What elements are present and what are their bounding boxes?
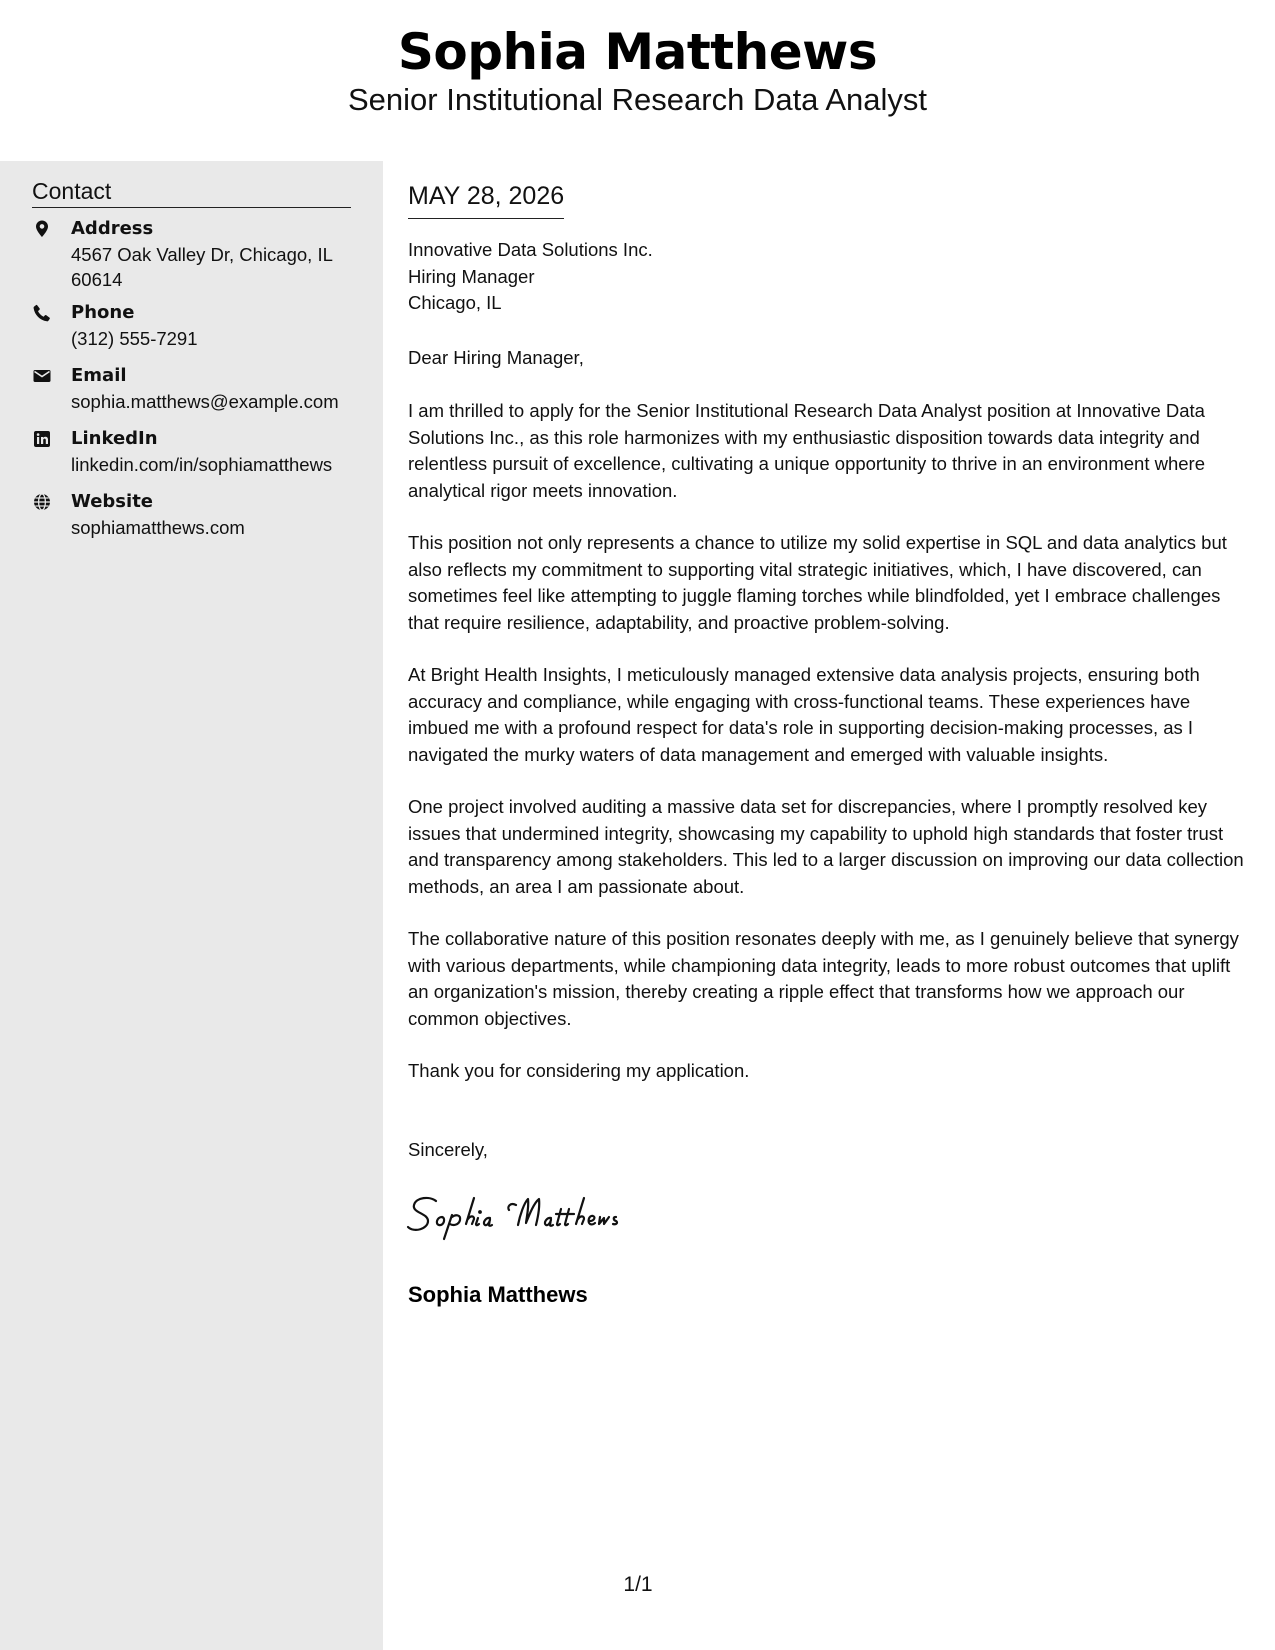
- linkedin-value: linkedin.com/in/sophiamatthews: [71, 454, 333, 475]
- page-number: 1/1: [623, 1573, 653, 1596]
- contact-label: Email: [71, 365, 127, 386]
- address-value: 4567 Oak Valley Dr, Chicago, IL 60614: [71, 244, 333, 290]
- contact-label: Website: [71, 491, 154, 512]
- paragraph: I am thrilled to apply for the Senior Institutional Research Data Analyst position at Innovative Data Solutions Inc., as this role harmonizes with my enthusiastic disposition towards data integrity and relentless pursuit of excellence, cultivating a unique opportunity to thrive in an environment where analytical rigor meets innovation.: [408, 400, 1205, 501]
- paragraph: This position not only represents a chance to utilize my solid expertise in SQL and data analytics but also reflects my commitment to supporting vital strategic initiatives, which, I have discovered, can sometimes feel like attempting to juggle flaming torches while blindfolded, yet I embrace challenges that require resilience, adaptability, and proactive problem-solving.: [408, 532, 1227, 633]
- contact-label: LinkedIn: [71, 428, 158, 449]
- contact-sidebar: [0, 161, 383, 1650]
- envelope-icon: [32, 366, 52, 386]
- contact-label: Phone: [71, 302, 135, 323]
- closing: Sincerely,: [408, 1139, 488, 1160]
- recipient-block: [408, 237, 653, 317]
- paragraph: The collaborative nature of this position resonates deeply with me, as I genuinely believe that synergy with various departments, while championing data integrity, leads to more robust outcomes that uplift an organization's mission, thereby creating a ripple effect that transforms how we approach our common objectives.: [408, 928, 1239, 1029]
- header: [0, 0, 1275, 161]
- applicant-name: Sophia Matthews: [397, 23, 878, 81]
- signer-name: Sophia Matthews: [408, 1282, 588, 1307]
- handwritten-signature: [406, 1191, 676, 1241]
- map-pin-icon: [32, 219, 52, 239]
- recipient-company: Innovative Data Solutions Inc.: [408, 239, 653, 260]
- letter-date: MAY 28, 2026: [408, 179, 564, 219]
- recipient-role: Hiring Manager: [408, 265, 535, 287]
- linkedin-icon: [32, 429, 52, 449]
- email-value: sophia.matthews@example.com: [71, 391, 339, 412]
- contact-heading: Contact: [32, 175, 351, 208]
- website-value: sophiamatthews.com: [71, 517, 245, 538]
- phone-icon: [32, 303, 52, 323]
- globe-icon: [32, 492, 52, 512]
- salutation: Dear Hiring Manager,: [408, 347, 584, 368]
- phone-value: (312) 555-7291: [71, 328, 198, 349]
- paragraph: One project involved auditing a massive data set for discrepancies, where I promptly resolved key issues that undermined integrity, showcasing my capability to uphold high standards that foster trust and transparency among stakeholders. This led to a larger discussion on improving our data collection methods, an area I am passionate about.: [408, 796, 1244, 897]
- paragraph: At Bright Health Insights, I meticulously managed extensive data analysis projects, ensuring both accuracy and compliance, while engaging with cross-functional teams. These experiences have imbued me with a profound respect for data's role in supporting decision-making processes, as I navigated the murky waters of data management and emerged with valuable insights.: [408, 664, 1200, 765]
- job-title: Senior Institutional Research Data Analyst: [348, 82, 927, 117]
- contact-label: Address: [71, 218, 154, 239]
- recipient-location: Chicago, IL: [408, 292, 502, 313]
- paragraph: Thank you for considering my application.: [408, 1060, 750, 1081]
